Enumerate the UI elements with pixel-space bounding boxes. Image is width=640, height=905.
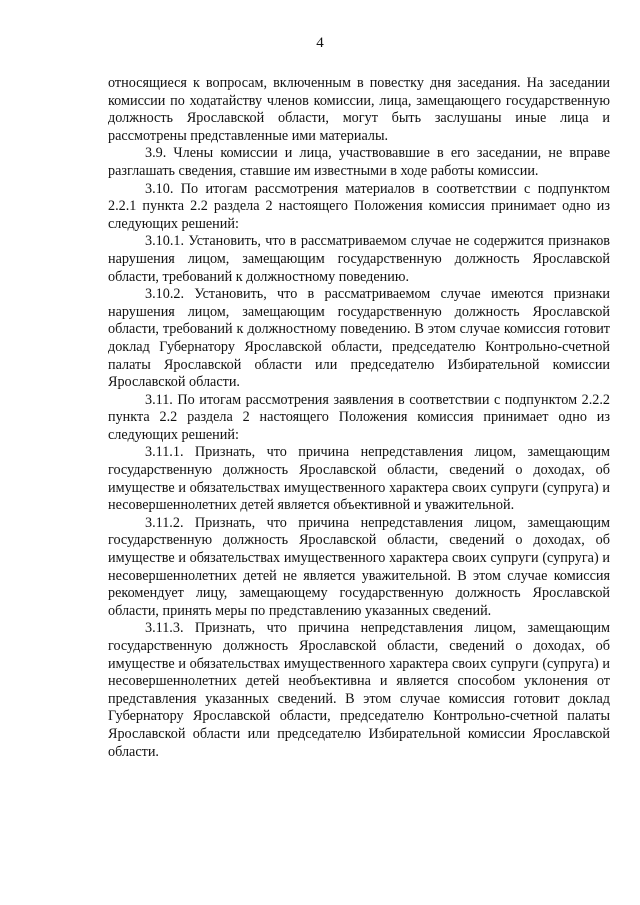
paragraph-3-10: 3.10. По итогам рассмотрения материалов в соответствии с подпунктом 2.2.1 пункта 2.2 раздела 2 настоящего Положения комиссия принимает одно из следующих решений: [108, 180, 610, 232]
paragraph-continuation: относящиеся к вопросам, включенным в повестку дня заседания. На заседании комиссии по ходатайству членов комиссии, лица, замещающего государственную должность Ярославской области, могут быть заслушаны иные лица и рассмотрены представленные ими материалы. [108, 75, 610, 144]
paragraph-3-9: 3.9. Члены комиссии и лица, участвовавшие в его заседании, не вправе разглашать сведения, ставшие им известными в ходе работы комиссии. [108, 145, 610, 179]
paragraph-3-10-2: 3.10.2. Установить, что в рассматриваемом случае имеются признаки нарушения лицом, замещающим государственную должность Ярославской области, требований к должностному поведению. В этом случае комиссия готовит доклад Губернатору Ярославской области, председателю Контрольно-счетной палаты Ярославской области или председателю Избирательной комиссии Ярославской области. [108, 286, 610, 391]
paragraph-3-10-1: 3.10.1. Установить, что в рассматриваемом случае не содержится признаков нарушения лицом, замещающим государственную должность Ярославской области, требований к должностному поведению. [108, 233, 610, 285]
paragraph-3-11: 3.11. По итогам рассмотрения заявления в соответствии с подпунктом 2.2.2 пункта 2.2 раздела 2 настоящего Положения комиссия принимает одно из следующих решений: [108, 391, 610, 443]
paragraph-3-11-1: 3.11.1. Признать, что причина непредставления лицом, замещающим государственную должность Ярославской области, сведений о доходах, об имуществе и обязательствах имущественного характера своих супруги (супруга) и несовершеннолетних детей является объективной и уважительной. [108, 444, 610, 514]
paragraph-3-11-2: 3.11.2. Признать, что причина непредставления лицом, замещающим государственную должность Ярославской области, сведений о доходах, об имуществе и обязательствах имущественного характера своих супруги (супруга) и несовершеннолетних детей не является уважительной. В этом случае комиссия рекомендует лицу, замещающему государственную должность Ярославской области, принять меры по представлению указанных сведений. [108, 514, 610, 619]
paragraph-3-11-3: 3.11.3. Признать, что причина непредставления лицом, замещающим государственную должность Ярославской области, сведений о доходах, об имуществе и обязательствах имущественного характера своих супруги (супруга) и несовершеннолетних детей необъективна и является способом уклонения от представления указанных сведений. В этом случае комиссия готовит доклад Губернатору Ярославской области, председателю Контрольно-счетной палаты Ярославской области или председателю Избирательной комиссии Ярославской области. [108, 620, 610, 760]
document-body [108, 75, 610, 761]
page-number: 4 [316, 35, 324, 51]
